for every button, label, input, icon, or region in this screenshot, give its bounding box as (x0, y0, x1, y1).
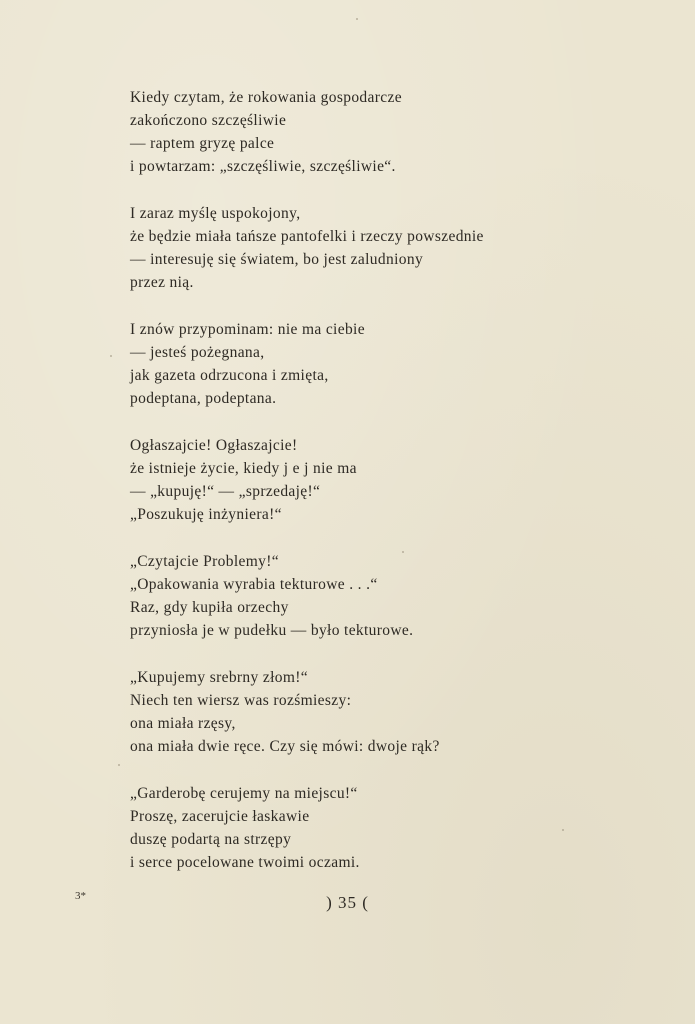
poem-line: że istnieje życie, kiedy j e j nie ma (130, 460, 357, 477)
poem-line: zakończono szczęśliwie (130, 112, 287, 129)
stanza (130, 318, 670, 410)
poem-line: ona miała dwie ręce. Czy się mówi: dwoje rąk? (130, 738, 440, 755)
paper-speck (118, 764, 120, 766)
stanza-break (130, 642, 670, 666)
poem-line: „Czytajcie Problemy!“ (130, 553, 279, 570)
stanza (130, 86, 670, 178)
poem-line: Raz, gdy kupiła orzechy (130, 599, 289, 616)
poem-line: ona miała rzęsy, (130, 715, 236, 732)
poem-line: przyniosła je w pudełku — było tekturowe. (130, 622, 414, 639)
stanza (130, 202, 670, 294)
poem-line: — raptem gryzę palce (130, 135, 275, 152)
poem-line: przez nią. (130, 274, 194, 291)
paper-speck (402, 551, 404, 553)
stanza-break (130, 294, 670, 318)
stanza (130, 434, 670, 526)
poem-line: „Garderobę cerujemy na miejscu!“ (130, 785, 358, 802)
poem-line: że będzie miała tańsze pantofelki i rzeczy powszednie (130, 228, 484, 245)
poem-line: podeptana, podeptana. (130, 390, 277, 407)
poem-line: „Kupujemy srebrny złom!“ (130, 669, 308, 686)
paper-speck (356, 18, 358, 20)
poem-line: I zaraz myślę uspokojony, (130, 205, 301, 222)
page-number: ) 35 ( (326, 893, 369, 912)
poem-line: — „kupuję!“ — „sprzedaję!“ (130, 483, 321, 500)
poem-line: „Poszukuję inżyniera!“ (130, 506, 282, 523)
poem-line: Proszę, zacerujcie łaskawie (130, 808, 310, 825)
poem-line: jak gazeta odrzucona i zmięta, (130, 367, 329, 384)
poem-line: duszę podartą na strzępy (130, 831, 292, 848)
poem-line: Kiedy czytam, że rokowania gospodarcze (130, 89, 402, 106)
poem-line: i serce pocelowane twoimi oczami. (130, 854, 360, 871)
stanza-break (130, 178, 670, 202)
poem-line: — jesteś pożegnana, (130, 344, 265, 361)
stanza-break (130, 758, 670, 782)
poem-line: „Opakowania wyrabia tekturowe . . .“ (130, 576, 378, 593)
stanza (130, 666, 670, 758)
poem-line: i powtarzam: „szczęśliwie, szczęśliwie“. (130, 158, 396, 175)
paper-speck (562, 829, 564, 831)
stanza-break (130, 526, 670, 550)
poem-line: Niech ten wiersz was rozśmieszy: (130, 692, 352, 709)
stanza (130, 550, 670, 642)
stanza-break (130, 410, 670, 434)
poem-line: Ogłaszajcie! Ogłaszajcie! (130, 437, 298, 454)
poem (130, 86, 670, 874)
paper-speck (110, 355, 112, 357)
signature-mark: 3* (75, 890, 86, 902)
poem-line: — interesuję się światem, bo jest zaludniony (130, 251, 424, 268)
poem-line: I znów przypominam: nie ma ciebie (130, 321, 365, 338)
stanza (130, 782, 670, 874)
